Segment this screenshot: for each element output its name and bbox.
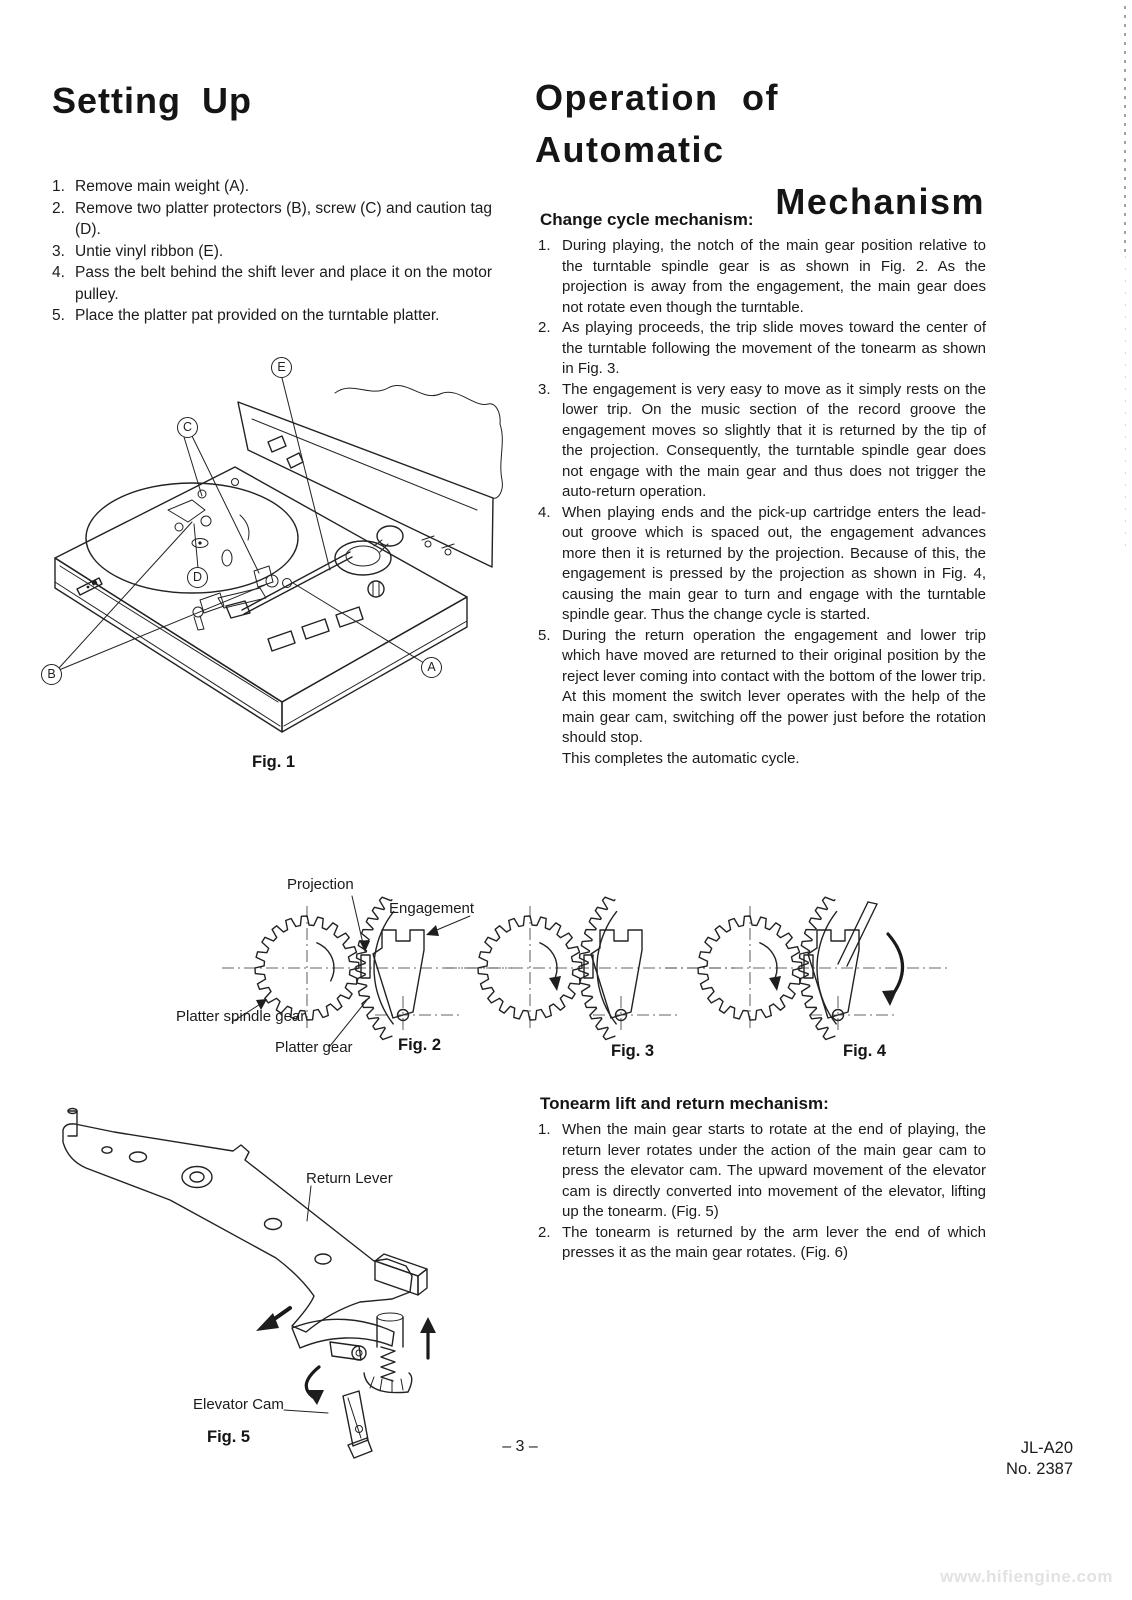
fig4-caption: Fig. 4	[843, 1042, 887, 1060]
item-text: Remove main weight (A).	[75, 178, 250, 195]
fig2-caption: Fig. 2	[398, 1036, 442, 1054]
setting-up-title: Setting Up	[52, 80, 252, 121]
item-text: Remove two platter protectors (B), screw (C) and caution tag (D).	[75, 199, 492, 238]
operation-title-line1: Operation of Automatic	[535, 77, 779, 170]
item-number: 4.	[538, 503, 551, 521]
list-item	[538, 236, 986, 318]
item-text: During the return operation the engagement and lower trip which have moved are returned to their original position by the reject lever coming into contact with the bottom of the lower trip. At this moment the switch lever operates with the help of the main gear cam, switching off the power just before the rotation should stop.	[562, 626, 986, 746]
engagement-label: Engagement	[389, 900, 475, 917]
setting-up-list	[52, 176, 492, 327]
item-number: 3.	[538, 380, 551, 398]
item-text: Pass the belt behind the shift lever and place it on the motor pulley.	[75, 264, 492, 303]
page-number: – 3 –	[502, 1438, 538, 1455]
item-text: Place the platter pat provided on the turntable platter.	[75, 307, 440, 324]
callout-d: D	[187, 567, 208, 588]
item-text: When playing ends and the pick-up cartridge enters the lead-out groove which is spaced out, the engagement advances more then it is returned by the projection. Because of this, the engagement is pressed by the projection as shown in Fig. 4, causing the main gear to turn and engage with the turntable spindle gear. Thus the change cycle is started.	[562, 503, 986, 623]
list-item	[52, 305, 492, 327]
callout-e: E	[271, 357, 292, 378]
item-text: When the main gear starts to rotate at the end of playing, the return lever rotates under the action of the main gear cam to press the elevator cam. The upward movement of the elevator cam is directly converted into movement of the elevator, lifting up the tonearm. (Fig. 5)	[562, 1121, 986, 1220]
fig1-caption: Fig. 1	[252, 753, 296, 771]
list-item	[538, 503, 986, 626]
list-item	[538, 1120, 986, 1223]
operation-title-line2: Mechanism	[775, 181, 985, 222]
item-text: The engagement is very easy to move as it simply rests on the lower trip. On the music section of the record groove the engagement moves so slightly that it is returned by the tip of the projection. Consequently, the turntable spindle gear does not engage with the main gear and thus does not trigger the auto-return operation.	[562, 380, 986, 500]
item-number: 1.	[52, 178, 65, 195]
callout-a: A	[421, 657, 442, 678]
list-item	[538, 626, 986, 749]
change-cycle-list	[538, 236, 986, 769]
list-item	[52, 241, 492, 263]
item-text: The tonearm is returned by the arm lever the end of which presses it as the main gear rotates. (Fig. 6)	[562, 1223, 986, 1261]
list-item	[52, 262, 492, 305]
elevator-cam-label: Elevator Cam	[193, 1396, 284, 1413]
item-number: 2.	[538, 1223, 551, 1241]
item-number: 2.	[52, 199, 65, 217]
item-number: 1.	[538, 1121, 551, 1138]
fig3-caption: Fig. 3	[611, 1042, 655, 1060]
list-item	[538, 1223, 986, 1264]
scan-artifact-line-faint	[1125, 256, 1126, 556]
item-number: 3.	[52, 242, 65, 260]
operation-title	[535, 72, 985, 228]
item-number: 2.	[538, 319, 551, 336]
item-text: This completes the automatic cycle.	[562, 749, 800, 767]
item-text: Untie vinyl ribbon (E).	[75, 242, 224, 260]
item-number: 1.	[538, 237, 551, 254]
tonearm-list	[538, 1120, 986, 1264]
platter-gear-label: Platter gear	[275, 1039, 353, 1056]
item-number	[538, 749, 562, 770]
fig5-caption: Fig. 5	[207, 1428, 251, 1446]
tonearm-heading: Tonearm lift and return mechanism:	[540, 1094, 829, 1113]
list-item	[538, 380, 986, 503]
document-id	[1006, 1438, 1073, 1480]
projection-label: Projection	[287, 876, 354, 893]
item-number: 4.	[52, 264, 65, 281]
scan-artifact-line	[1124, 6, 1126, 256]
watermark-text: www.hifiengine.com	[940, 1567, 1113, 1586]
fig1-turntable-drawing	[30, 330, 520, 780]
list-item	[538, 749, 986, 770]
callout-c: C	[177, 417, 198, 438]
item-text: As playing proceeds, the trip slide moves toward the center of the turntable following the movement of the tonearm as shown in Fig. 3.	[562, 319, 986, 377]
list-item	[52, 176, 492, 198]
item-text: During playing, the notch of the main gear position relative to the turntable spindle gear is as shown in Fig. 2. As the projection is away from the engagement, the main gear does not rotate even though the turntable.	[562, 237, 986, 316]
list-item	[52, 198, 492, 241]
change-cycle-heading: Change cycle mechanism:	[540, 210, 754, 229]
platter-spindle-gear-label: Platter spindle gear	[176, 1008, 306, 1025]
callout-b: B	[41, 664, 62, 685]
list-item	[538, 318, 986, 380]
item-number: 5.	[52, 307, 65, 324]
doc-number: No. 2387	[1006, 1460, 1073, 1478]
item-number: 5.	[538, 626, 551, 644]
model-number: JL-A20	[1020, 1439, 1073, 1457]
return-lever-label: Return Lever	[306, 1170, 393, 1187]
